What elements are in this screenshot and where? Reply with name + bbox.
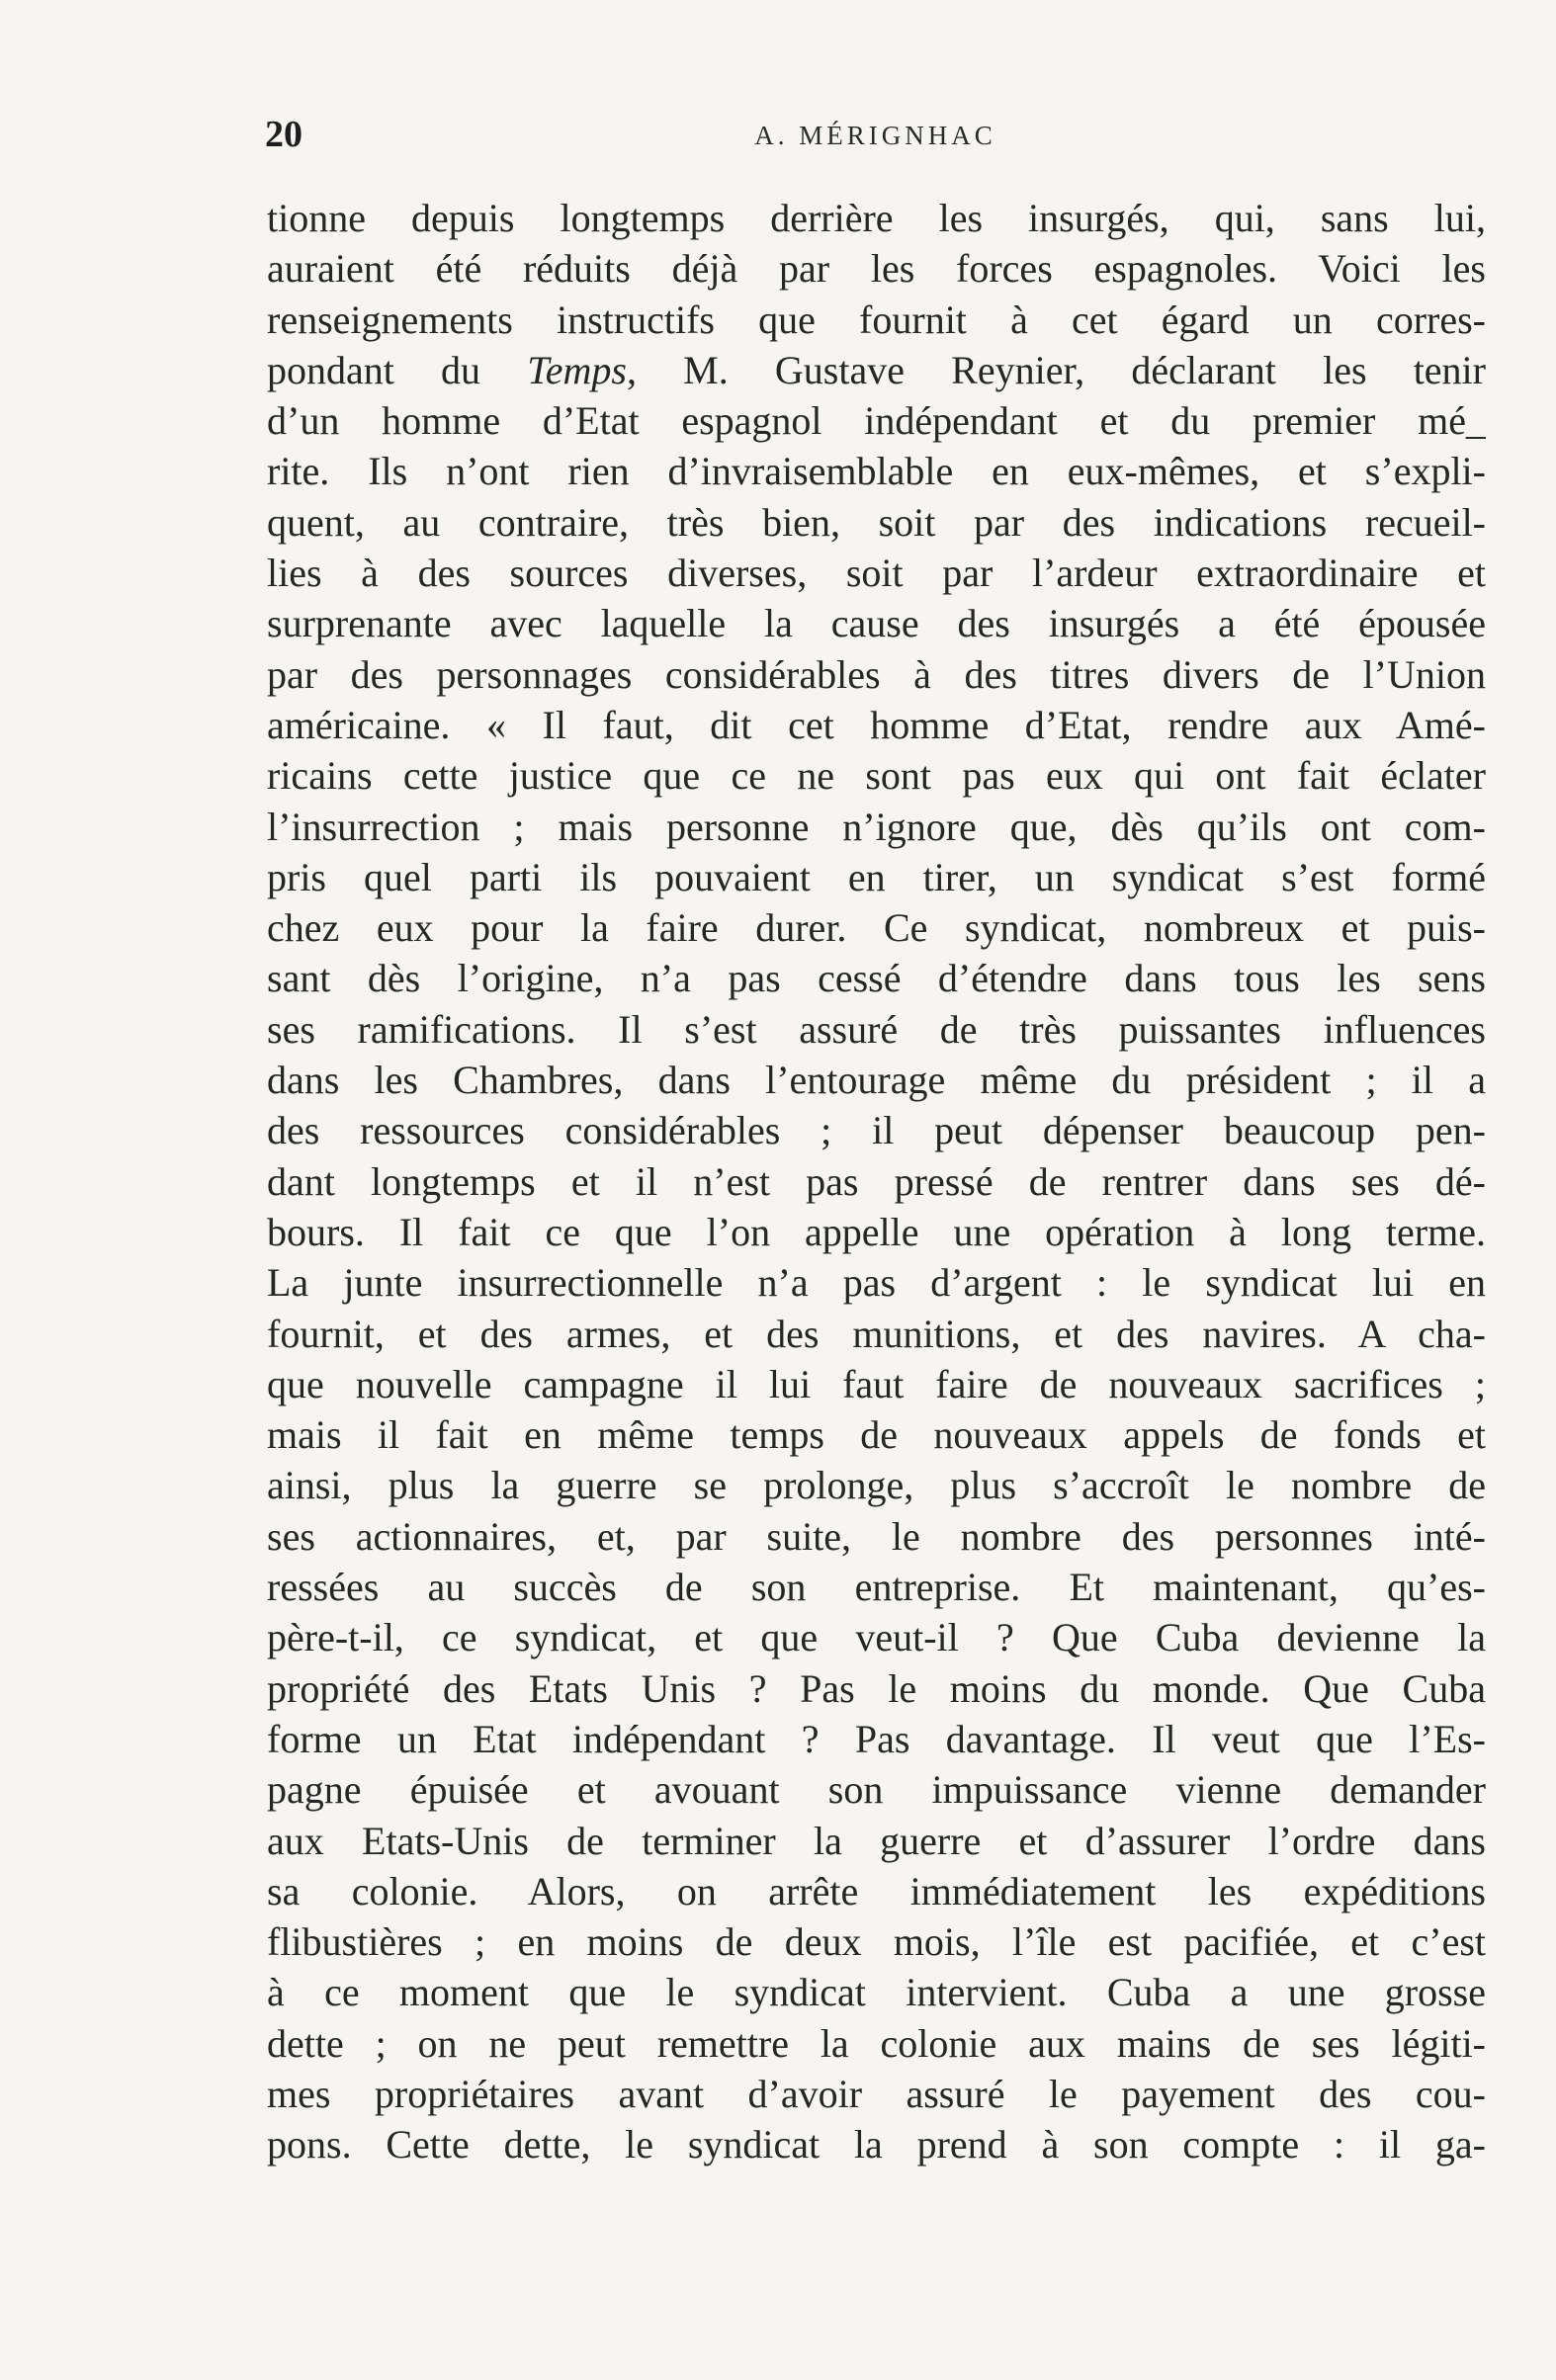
text-line: mes propriétaires avant d’avoir assuré le payement des cou- (267, 2071, 1486, 2116)
text-line: mais il fait en même temps de nouveaux appels de fonds et (267, 1412, 1486, 1458)
text-line: lies à des sources diverses, soit par l’ardeur extraordinaire et (267, 551, 1486, 596)
text-line: auraient été réduits déjà par les forces espagnoles. Voici les (267, 246, 1486, 292)
text-line: propriété des Etats Unis ? Pas le moins du monde. Que Cuba (267, 1665, 1486, 1711)
text-line: l’insurrection ; mais personne n’ignore que, dès qu’ils ont com- (267, 804, 1486, 849)
text-line: ses ramifications. Il s’est assuré de très puissantes influences (267, 1006, 1486, 1052)
text-line: tionne depuis longtemps derrière les insurgés, qui, sans lui, (267, 196, 1486, 240)
running-head (265, 107, 1486, 156)
text-line: père-t-il, ce syndicat, et que veut-il ? Que Cuba devienne la (267, 1615, 1486, 1660)
text-line: surprenante avec laquelle la cause des insurgés a été épousée (267, 601, 1486, 646)
text-line: quent, au contraire, très bien, soit par des indications recueil- (267, 499, 1486, 545)
text-line: ainsi, plus la guerre se prolonge, plus s’accroît le nombre de (267, 1463, 1486, 1508)
text-line: La junte insurrectionnelle n’a pas d’argent : le syndicat lui en (267, 1260, 1486, 1306)
text-line: américaine. « Il faut, dit cet homme d’Etat, rendre aux Amé- (267, 702, 1486, 747)
text-line: sant dès l’origine, n’a pas cessé d’étendre dans tous les sens (267, 956, 1486, 1001)
text-line: renseignements instructifs que fournit à cet égard un corres- (267, 297, 1486, 342)
text-line: ses actionnaires, et, par suite, le nombre des personnes inté- (267, 1513, 1486, 1559)
italic-title: Temps (527, 347, 627, 392)
text-line: flibustières ; en moins de deux mois, l’île est pacifiée, et c’est (267, 1919, 1486, 1965)
text-line: forme un Etat indépendant ? Pas davantage. Il veut que l’Es- (267, 1716, 1486, 1761)
text-line: dans les Chambres, dans l’entourage même du président ; il a (267, 1058, 1486, 1103)
text-line: par des personnages considérables à des titres divers de l’Union (267, 651, 1486, 697)
text-line: à ce moment que le syndicat intervient. Cuba a une grosse (267, 1970, 1486, 2015)
body-text (267, 193, 1486, 2170)
text-line: pons. Cette dette, le syndicat la prend à son compte : il ga- (267, 2122, 1486, 2168)
text-line: rite. Ils n’ont rien d’invraisemblable en eux-mêmes, et s’expli- (267, 449, 1486, 494)
text-line: que nouvelle campagne il lui faut faire de nouveaux sacrifices ; (267, 1361, 1486, 1406)
text-line: pagne épuisée et avouant son impuissance vienne demander (267, 1767, 1486, 1813)
text-line: pris quel parti ils pouvaient en tirer, un syndicat s’est formé (267, 854, 1486, 899)
text-line: chez eux pour la faire durer. Ce syndicat, nombreux et puis- (267, 905, 1486, 951)
text-line: ressées au succès de son entreprise. Et maintenant, qu’es- (267, 1565, 1486, 1610)
text-line: pondant du Temps, M. Gustave Reynier, déclarant les tenir (267, 347, 1486, 392)
text-line: ricains cette justice que ce ne sont pas eux qui ont fait éclater (267, 753, 1486, 799)
text-line: sa colonie. Alors, on arrête immédiatement les expéditions (267, 1868, 1486, 1913)
text-line: dette ; on ne peut remettre la colonie aux mains de ses légiti- (267, 2020, 1486, 2066)
running-title-author: A. MÉRIGNHAC (754, 121, 996, 150)
text-line: aux Etats-Unis de terminer la guerre et d’assurer l’ordre dans (267, 1818, 1486, 1863)
text-line: des ressources considérables ; il peut dépenser beaucoup pen- (267, 1108, 1486, 1153)
text-line: bours. Il fait ce que l’on appelle une opération à long terme. (267, 1209, 1486, 1254)
text-line: fournit, et des armes, et des munitions, et des navires. A cha- (267, 1311, 1486, 1356)
text-line: d’un homme d’Etat espagnol indépendant et du premier mé_ (267, 398, 1486, 444)
text-line: dant longtemps et il n’est pas pressé de rentrer dans ses dé- (267, 1158, 1486, 1204)
page-number: 20 (265, 114, 303, 155)
